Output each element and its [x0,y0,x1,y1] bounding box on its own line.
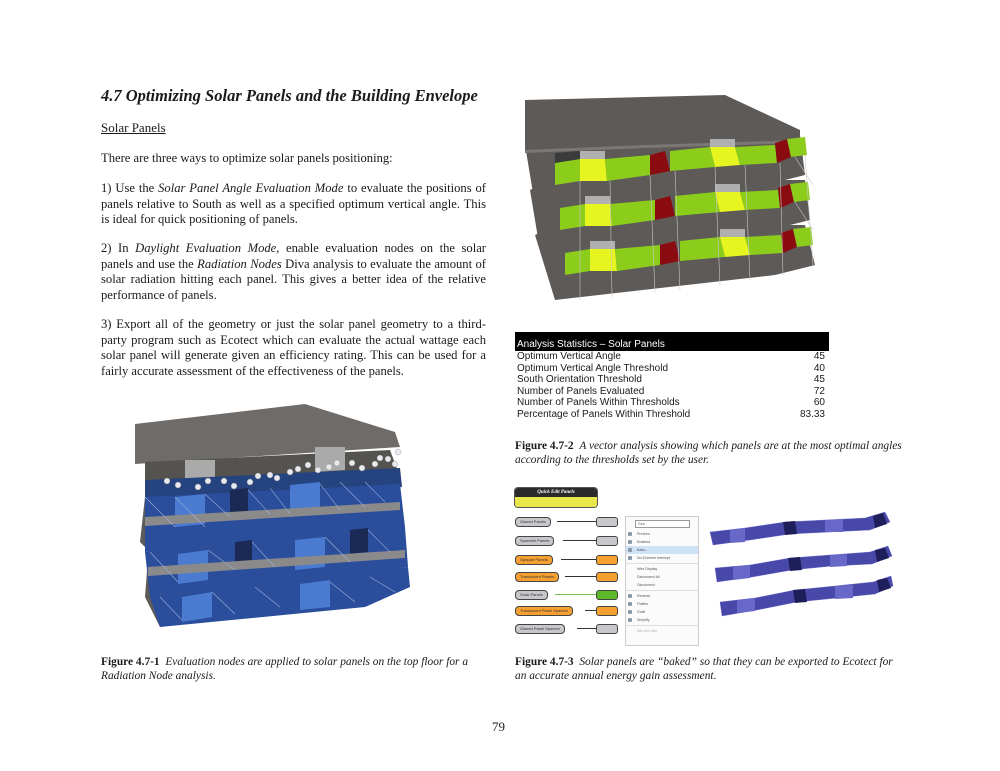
menu-divider [626,590,698,591]
method-2-prefix: 2) In [101,241,136,255]
method-1-paragraph [101,181,486,228]
geo-param-node[interactable] [596,590,618,600]
menu-item-label: Enabled [637,540,651,544]
simplify-icon [628,618,632,622]
context-menu [625,516,699,646]
menu-divider [626,563,698,564]
method-2-emphasis-2: Radiation Nodes [197,256,282,271]
row-value: 72 [813,385,825,397]
figure-caption-text: Evaluation nodes are applied to solar panels on the top floor for a Radiation Node analysis. [101,656,469,682]
menu-item-label: Bake... [637,548,649,552]
method-2-emphasis: Daylight Evaluation Mode [135,241,277,255]
radiation-nodes-building-image [130,402,415,632]
table-row [515,409,829,421]
menu-item-label: Simplify [637,618,650,622]
row-label: South Orientation Threshold [517,374,642,386]
node-solar-panels[interactable]: Solar Panels [515,590,548,600]
menu-divider [626,625,698,626]
geo-param-node[interactable] [596,555,618,565]
row-label: Optimum Vertical Angle Threshold [517,362,669,374]
method-2-paragraph [101,241,486,303]
row-label: Optimum Vertical Angle [517,351,621,362]
graft-icon [628,610,632,614]
figure-4-7-3-caption [515,655,905,683]
menu-item-label: No Extreme Interrupt [637,556,671,560]
menu-item-reverse[interactable] [626,592,698,600]
wire [563,540,597,541]
row-value: 45 [813,374,825,386]
row-value: 83.33 [799,408,825,420]
group-title: Quick Edit Panels [515,488,597,497]
method-2-mid: , enable evaluation nodes on the solar panels and use the [101,241,486,271]
figure-caption-text: Solar panels are “baked” so that they can be exported to Ecotect for an accurate annual energy gain assessment. [515,656,893,682]
wire [557,521,597,522]
table-header: Analysis Statistics – Solar Panels [515,332,829,351]
geo-param-node[interactable] [596,536,618,546]
name-field[interactable]: Geo [635,520,690,528]
menu-item-enabled[interactable] [626,538,698,546]
page-number: 79 [492,719,505,734]
menu-item-label: Wire Display [637,567,658,571]
method-1-rest: to evaluate the positions of panels relative to South as well as a specified optimum vertical angle. This is ideal for quick positioning of panels. [101,181,486,227]
row-value: 45 [813,351,825,362]
reverse-icon [628,594,632,598]
method-1-emphasis: Solar Panel Angle Evaluation Mode [158,181,344,195]
node-glazed-panel-spacers[interactable]: Glazed Panel Spacers [515,624,565,634]
menu-item-label: Set one Geo [637,629,658,633]
figure-label: Figure 4.7-1 [101,656,160,668]
vector-analysis-building-image [515,85,815,320]
table-row [515,374,829,386]
menu-item-flatten[interactable] [626,600,698,608]
method-2-rest: Diva analysis to evaluate the amount of solar radiation hitting each panel. This gives a better idea of the relative performance of panels. [101,256,486,302]
geo-param-node[interactable] [596,517,618,527]
menu-item-label: Reverse [637,594,651,598]
row-value: 40 [813,362,825,374]
menu-item-preview[interactable] [626,530,698,538]
node-opaque-panels[interactable]: Opaque Panels [515,555,553,565]
wire [555,594,597,595]
group-body [515,497,597,507]
table-row [515,363,829,375]
menu-item-label: Graft [637,610,645,614]
menu-item-label: Disconnect All [637,575,660,579]
geo-param-node[interactable] [596,572,618,582]
menu-item-disconnect[interactable] [626,581,698,589]
menu-item-simplify[interactable] [626,616,698,624]
row-label: Number of Panels Within Thresholds [517,397,680,409]
wire [565,576,597,577]
geo-param-node[interactable] [596,606,618,616]
menu-item-label: Flatten [637,602,648,606]
menu-item-graft[interactable] [626,608,698,616]
wire [561,559,597,560]
method-3-paragraph: 3) Export all of the geometry or just the solar panel geometry to a third-party program such as Ecotect which can evaluate the actual wattage each solar panel will generate given an efficiency rating. This can be used for a fairly accurate assessment of the effectiveness of the panels. [101,317,486,378]
menu-item-set-one-geo[interactable] [626,627,698,635]
baked-solar-panels-image [705,510,895,630]
row-label: Number of Panels Evaluated [517,385,645,397]
menu-item-label: Preview [637,532,650,536]
interrupt-icon [628,556,632,560]
menu-item-bake[interactable] [626,546,698,554]
section-title: 4.7 Optimizing Solar Panels and the Building Envelope [101,86,478,105]
method-1-prefix: 1) Use the [101,181,159,195]
menu-item-wire-display[interactable] [626,565,698,573]
table-row [515,397,829,409]
row-label: Percentage of Panels Within Threshold [517,408,691,420]
preview-icon [628,532,632,536]
analysis-statistics-table [515,332,829,421]
table-row [515,351,829,363]
intro-paragraph: There are three ways to optimize solar panels positioning: [101,151,393,165]
node-translucent-panel-spacers[interactable]: Translucent Panel Spacers [515,606,573,616]
node-translucent-panels[interactable]: Translucent Panels [515,572,559,582]
figure-label: Figure 4.7-2 [515,440,574,452]
geo-param-node[interactable] [596,624,618,634]
wire [577,628,597,629]
menu-item-label: Disconnect [637,583,655,587]
figure-label: Figure 4.7-3 [515,656,574,668]
figure-4-7-1-caption [101,655,488,683]
node-spandrel-panels[interactable]: Spandrel Panels [515,536,554,546]
quick-edit-panels-group[interactable] [514,487,598,508]
menu-item-disconnect-all[interactable] [626,573,698,581]
subheading: Solar Panels [101,120,166,135]
bake-icon [628,548,632,552]
figure-caption-text: A vector analysis showing which panels are at the most optimal angles according to the thresholds set by the user. [515,440,902,466]
menu-item-no-extreme-interrupt[interactable] [626,554,698,562]
enabled-icon [628,540,632,544]
table-row [515,386,829,398]
flatten-icon [628,602,632,606]
row-value: 60 [813,397,825,409]
figure-4-7-2-caption [515,439,905,467]
node-glazed-panels[interactable]: Glazed Panels [515,517,551,527]
